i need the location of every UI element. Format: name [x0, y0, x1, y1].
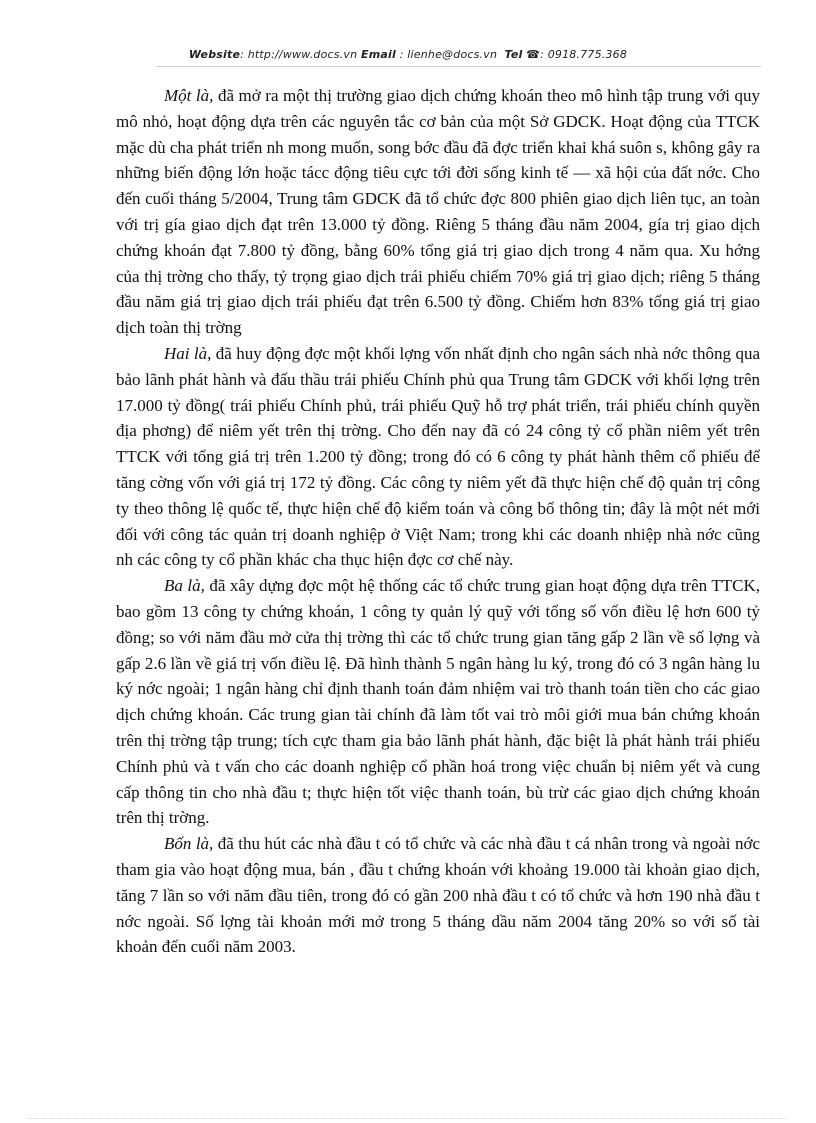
- paragraph-text: đã thu hút các nhà đầu t có tổ chức và các nhà đầu t cá nhân trong và ngoài nớc tham gia vào hoạt động mua, bán , đầu t chứng khoán với khoảng 19.000 tài khoản giao dịch, tăng 7 lần so với năm đầu tiên, trong đó có gần 200 nhà đầu t có tổ chức và hơn 190 nhà đầu t nớc ngoài. Số lợng tài khoản mới mở trong 5 tháng dầu năm 2004 tăng 20% so với số tài khoản đến cuối năm 2003.: [116, 834, 760, 957]
- paragraph-text: đã huy động đợc một khối lợng vốn nhất định cho ngân sách nhà nớc thông qua bảo lãnh phát hành và đấu thầu trái phiếu Chính phủ qua Trung tâm GDCK với khối lợng trên 17.000 tỷ đồng( trái phiếu Chính phủ, trái phiếu Quỹ hỗ trợ phát triển, trái phiếu chính quyền địa phơng) để niêm yết trên thị trờng. Cho đến nay đã có 24 công tỷ cổ phần niêm yết trên TTCK với tổng giá trị trên 1.200 tỷ đồng; trong đó có 6 công ty phát hành thêm cổ phiếu để tăng cờng vốn với giá trị 172 tỷ đồng. Các công ty niêm yết đã thực hiện chế độ quản trị công ty theo thông lệ quốc tế, thực hiện chế độ kiểm toán và công bố thông tin; đây là một nét mới đối với công tác quản trị doanh nghiệp ở Việt Nam; trong khi các doanh nhiệp nhà nớc cũng nh các công ty cổ phần khác cha thục hiện đợc cơ chế này.: [116, 343, 760, 570]
- paragraph-lead: Bốn là,: [164, 834, 214, 854]
- tel-label: Tel: [504, 48, 523, 61]
- email-separator: :: [395, 48, 408, 61]
- paragraph: [116, 831, 760, 960]
- email-label: Email: [361, 48, 396, 61]
- paragraph-text: đã mở ra một thị trường giao dịch chứng khoán theo mô hình tập trung với quy mô nhỏ, hoạt động dựa trên các nguyên tắc cơ bản của một Sở GDCK. Hoạt động của TTCK mặc dù cha phát triển nh mong muốn, song bớc đầu đã đợc triển khai khá suôn s, không gây ra những biến động lớn hoặc tácc động tiêu cực tới đời sống kinh tế — xã hội của đất nớc. Cho đến cuối tháng 5/2004, Trung tâm GDCK đã tổ chức đợc 800 phiên giao dịch liên tục, an toàn với trị gía giao dịch đạt trên 13.000 tỷ đồng. Riêng 5 tháng đầu năm 2004, gía trị giao dịch chứng khoán đạt 7.800 tỷ đồng, bằng 60% tổng giá trị giao dịch trong 4 năm qua. Xu hớng của thị trờng cho thấy, tỷ trọng giao dịch trái phiếu chiếm 70% giá trị giao dịch; riêng 5 tháng đầu năm giá trị giao dịch trái phiếu đạt trên 6.500 tỷ đồng. Chiếm hơn 83% tổng giá trị giao dịch toàn thị trờng: [116, 86, 760, 338]
- tel-separator: :: [540, 48, 548, 61]
- paragraph: [116, 341, 760, 573]
- email-address[interactable]: lienhe@docs.vn: [407, 48, 498, 61]
- paragraph-lead: Hai là,: [164, 343, 212, 363]
- paragraph-text: đã xây dựng đợc một hệ thống các tổ chức trung gian hoạt động dựa trên TTCK, bao gồm 13 công ty chứng khoán, 1 công ty quản lý quỹ với tổng số vốn điều lệ hơn 600 tỷ đồng; so với năm đầu mở cửa thị trờng thì các tổ chức trung gian tăng gấp 2 lần về số lợng và gấp 2.6 lần về giá trị vốn điều lệ. Đã hình thành 5 ngân hàng lu ký, trong đó có 3 ngân hàng lu ký nớc ngoài; 1 ngân hàng chỉ định thanh toán đảm nhiệm vai trò thanh toán tiền cho các giao dịch chứng khoán. Các trung gian tài chính đã làm tốt vai trò môi giới mua bán chứng khoán trên thị trờng tập trung; tích cực tham gia bảo lãnh phát hành, đặc biệt là phát hành trái phiếu Chính phủ và t vấn cho các doanh nghiệp cổ phần hoá trong việc chuẩn bị niêm yết và cung cấp thông tin cho nhà đầu t; thực hiện tốt việc thanh toán, bù trừ các giao dịch chứng khoán trên thị trờng.: [116, 576, 761, 828]
- phone-icon: ☎: [526, 48, 541, 61]
- website-label: Website: [188, 48, 241, 61]
- page-header: [156, 48, 660, 61]
- paragraph: [116, 573, 760, 831]
- website-separator: :: [240, 48, 248, 61]
- footer-divider: [28, 1118, 788, 1119]
- paragraph: [116, 83, 760, 341]
- tel-number: 0918.775.368: [547, 48, 628, 61]
- website-url[interactable]: http://www.docs.vn: [247, 48, 358, 61]
- paragraph-lead: Một là,: [164, 86, 214, 105]
- paragraph-lead: Ba là,: [164, 576, 205, 596]
- document-body: [116, 83, 760, 960]
- header-divider: [156, 66, 761, 67]
